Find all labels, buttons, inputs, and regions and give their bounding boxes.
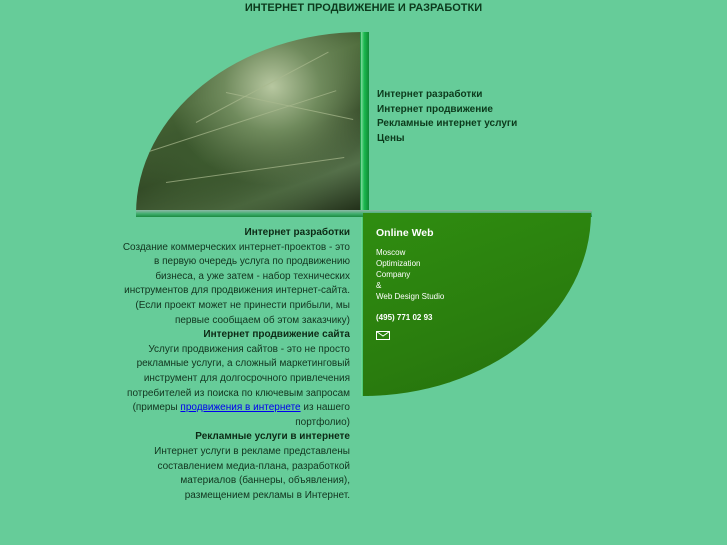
main-nav	[377, 88, 517, 146]
section-heading-promotion: Интернет продвижение сайта	[203, 329, 350, 341]
company-line-3: Company	[376, 270, 411, 279]
company-line-5: Web Design Studio	[376, 292, 445, 301]
portfolio-link[interactable]: продвижения в интернете	[180, 402, 301, 414]
section-text-development: Создание коммерческих интернет-проектов - это в первую очередь услуга по продвижению бизнеса, а уже затем - набор технических инструментов для продвижения интернет-сайта. (Если проект может не принести прибыли, мы первые сообщаем об этом заказчику)	[122, 241, 350, 326]
main-content	[120, 226, 350, 503]
section-text-promotion	[120, 343, 350, 431]
forest-photo	[136, 32, 363, 214]
company-line-2: Optimization	[376, 259, 421, 268]
promotion-text-before: Услуги продвижения сайтов - это не просто рекламные услуги, а сложный маркетинговый инструмент для долгосрочного привлечения потребителей из поиска по ключевым запросам (примеры	[127, 343, 350, 414]
nav-item-prices[interactable]: Цены	[377, 132, 405, 144]
section-heading-development: Интернет разработки	[244, 227, 350, 238]
section-heading-advertising: Рекламные услуги в интернете	[195, 431, 350, 443]
envelope-icon[interactable]	[376, 331, 390, 340]
page-title: ИНТЕРНЕТ ПРОДВИЖЕНИЕ И РАЗРАБОТКИ	[244, 2, 483, 14]
company-line-1: Moscow	[376, 248, 406, 257]
phone-number: (495) 771 02 93	[376, 313, 433, 322]
contact-info	[376, 228, 444, 340]
nav-item-advertising[interactable]: Рекламные интернет услуги	[377, 118, 518, 129]
brand-name: Online Web	[376, 227, 434, 239]
company-line-4: &	[376, 281, 382, 290]
promotion-text-after: из нашего портфолио)	[295, 402, 350, 428]
nav-item-promotion[interactable]: Интернет продвижение	[377, 103, 493, 115]
section-text-advertising: Интернет услуги в рекламе представлены составлением медиа-плана, разработкой материалов (баннеры, объявления), размещением рекламы в Интернет.	[154, 445, 350, 501]
nav-item-development[interactable]: Интернет разработки	[377, 89, 483, 100]
